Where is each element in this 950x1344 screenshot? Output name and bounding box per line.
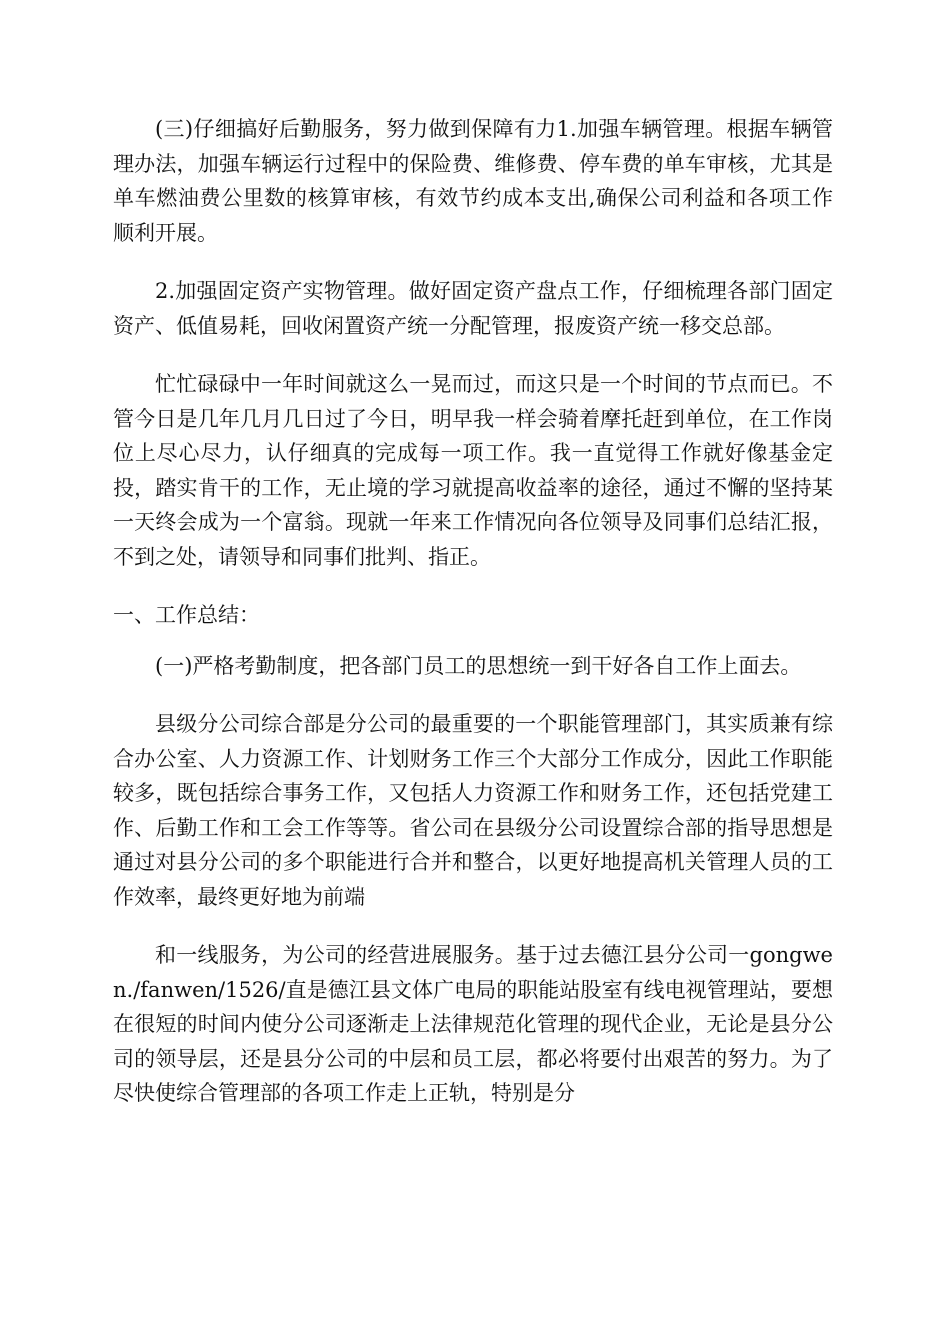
document-page (113, 112, 833, 1135)
paragraph-year-reflection: 忙忙碌碌中一年时间就这么一晃而过，而这只是一个时间的节点而已。不管今日是几年几月几日过了今日，明早我一样会骑着摩托赶到单位，在工作岗位上尽心尽力，认仔细真的完成每一项工作。我一直觉得工作就好像基金定投，踏实肯干的工作，无止境的学习就提高收益率的途径，通过不懈的坚持某一天终会成为一个富翁。现就一年来工作情况向各位领导及同事们总结汇报，不到之处，请领导和同事们批判、指正。 (113, 372, 833, 569)
paragraph-department-overview: 县级分公司综合部是分公司的最重要的一个职能管理部门，其实质兼有综合办公室、人力资源工作、计划财务工作三个大部分工作成分，因此工作职能较多，既包括综合事务工作，又包括人力资源工作和财务工作，还包括党建工作、后勤工作和工会工作等等。省公司在县级分公司设置综合部的指导思想是通过对县分公司的多个职能进行合并和整合，以更好地提高机关管理人员的工作效率，最终更好地为前端 (113, 712, 833, 909)
paragraph-attendance: (一)严格考勤制度，把各部门员工的思想统一到干好各自工作上面去。 (155, 653, 802, 678)
section-heading-work-summary: 一、工作总结： (113, 603, 260, 627)
paragraph-logistics-vehicle: (三)仔细搞好后勤服务，努力做到保障有力1.加强车辆管理。根据车辆管理办法，加强车辆运行过程中的保险费、维修费、停车费的单车审核，尤其是单车燃油费公里数的核算审核，有效节约成本支出,确保公司利益和各项工作顺利开展。 (113, 117, 833, 245)
paragraph-frontline-service: 和一线服务，为公司的经营进展服务。基于过去德江县分公司一gongwen./fanwen/1526/直是德江县文体广电局的职能站股室有线电视管理站，要想在很短的时间内使分公司逐渐走上法律规范化管理的现代企业，无论是县分公司的领导层，还是县分公司的中层和员工层，都必将要付出艰苦的努力。为了尽快使综合管理部的各项工作走上正轨，特别是分 (113, 943, 833, 1105)
paragraph-fixed-assets: 2.加强固定资产实物管理。做好固定资产盘点工作，仔细梳理各部门固定资产、低值易耗，回收闲置资产统一分配管理，报废资产统一移交总部。 (113, 279, 833, 338)
